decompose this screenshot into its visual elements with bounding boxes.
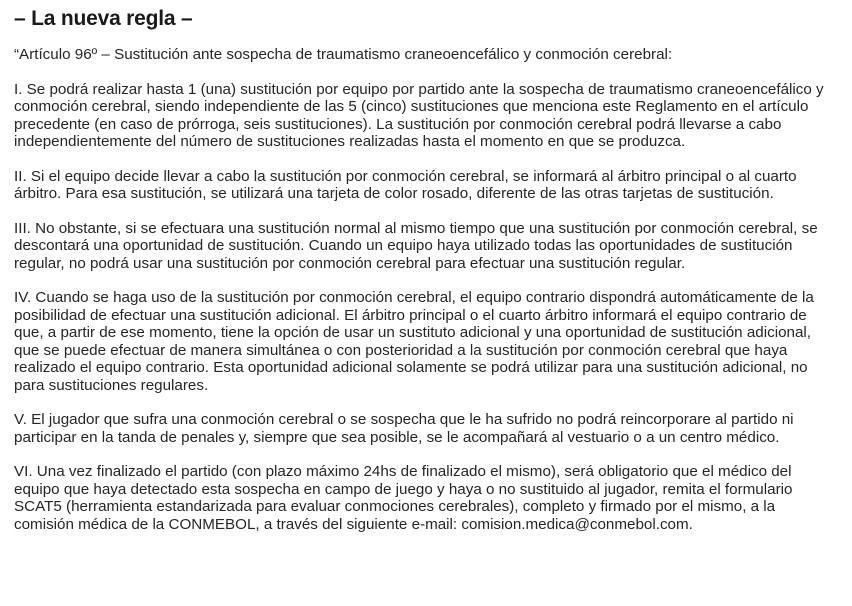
- paragraph-iv: IV. Cuando se haga uso de la sustitución por conmoción cerebral, el equipo contrario dispondrá automáticamente de la posibilidad de efectuar una sustitución adicional. El árbitro principal o el cuarto árbitro informará el equipo contrario de que, a partir de ese momento, tiene la opción de usar un sustituto adicional y una oportunidad de sustitución adicional, que se puede efectuar de manera simultánea o con posterioridad a la sustitución por conmoción cerebral que haya realizado el equipo contrario. Esta oportunidad adicional solamente se podrá utilizar para una sustitución adicional, no para sustituciones regulares.: [14, 289, 814, 394]
- paragraph-iii: III. No obstante, si se efectuara una sustitución normal al mismo tiempo que una sustitución por conmoción cerebral, se descontará una oportunidad de sustitución. Cuando un equipo haya utilizado todas las oportunidades de sustitución regular, no podrá usar una sustitución por conmoción cerebral para efectuar una sustitución regular.: [14, 219, 818, 272]
- article-heading: – La nueva regla –: [14, 7, 193, 30]
- article-intro: “Artículo 96º – Sustitución ante sospecha de traumatismo craneoencefálico y conmoción cerebral:: [14, 46, 673, 63]
- paragraph-v: V. El jugador que sufra una conmoción cerebral o se sospecha que le ha sufrido no podrá reincorporare al partido ni participar en la tanda de penales y, siempre que sea posible, se le acompañará al vestuario o a un centro médico.: [14, 411, 794, 446]
- paragraph-ii: II. Si el equipo decide llevar a cabo la sustitución por conmoción cerebral, se informará al árbitro principal o al cuarto árbitro. Para esa sustitución, se utilizará una tarjeta de color rosado, diferente de las otras tarjetas de sustitución.: [14, 167, 797, 202]
- paragraph-vi: VI. Una vez finalizado el partido (con plazo máximo 24hs de finalizado el mismo), será obligatorio que el médico del equipo que haya detectado esta sospecha en campo de juego y haya o no sustituido al jugador, remita el formulario SCAT5 (herramienta estandarizada para evaluar conmociones cerebrales), completo y firmado por el mismo, a la comisión médica de la CONMEBOL, a través del siguiente e-mail: comision.medica@conmebol.com.: [14, 463, 793, 533]
- paragraph-i: I. Se podrá realizar hasta 1 (una) sustitución por equipo por partido ante la sospecha de traumatismo craneoencefálico y conmoción cerebral, siendo independiente de las 5 (cinco) sustituciones que menciona este Reglamento en el artículo precedente (en caso de prórroga, seis sustituciones). La sustitución por conmoción cerebral podrá llevarse a cabo independientemente del número de sustituciones realizadas hasta el momento en que se produzca.: [14, 80, 824, 150]
